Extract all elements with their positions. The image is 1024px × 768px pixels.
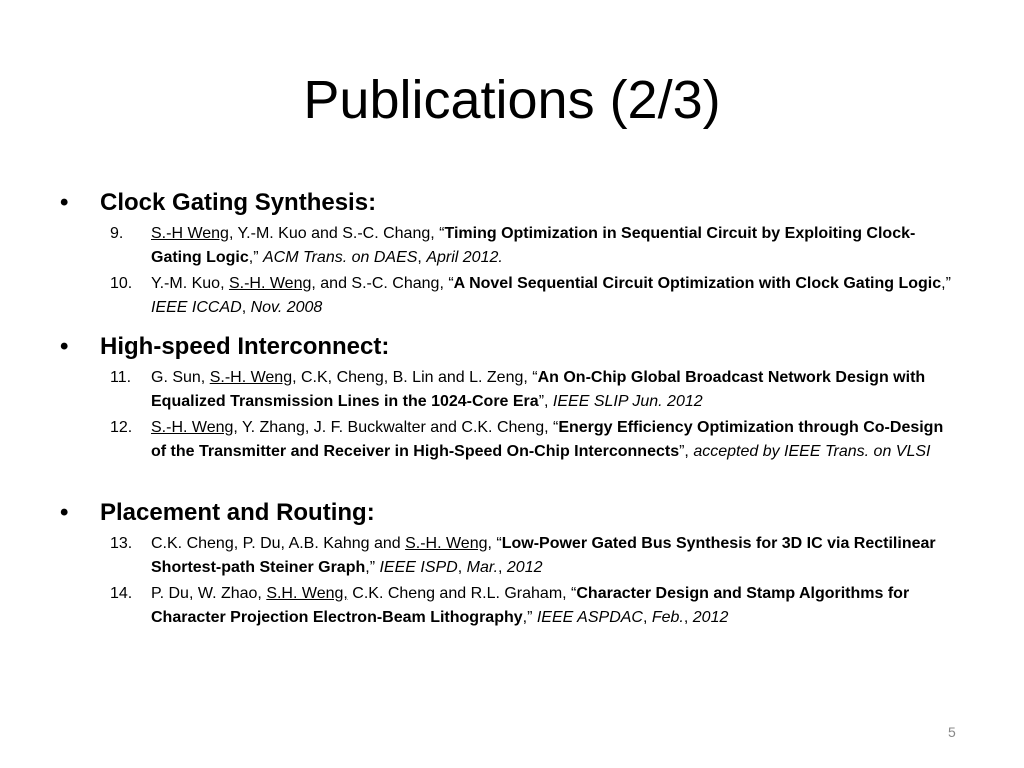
publication-entry	[60, 222, 960, 270]
citation-text: ,	[417, 249, 427, 266]
venue-text: 2012	[692, 609, 729, 626]
paper-title: Energy Efficiency Optimization through Co-Design of the Transmitter and Receiver in High-Speed On-Chip Interconnects	[151, 419, 944, 460]
bullet-icon: •	[60, 333, 69, 360]
paper-title: Low-Power Gated Bus Synthesis for 3D IC via Rectilinear Shortest-path Steiner Graph	[151, 535, 936, 576]
citation-text: , C.K, Cheng, B. Lin and L. Zeng, “	[292, 369, 538, 386]
venue-text: ACM Trans. on DAES	[263, 249, 418, 266]
citation-text: C.K. Cheng and R.L. Graham, “	[347, 585, 577, 602]
citation-text: ,	[241, 299, 251, 316]
author-name-highlighted: S.-H. Weng	[228, 275, 312, 292]
venue-text: IEEE SLIP Jun. 2012	[552, 393, 703, 410]
citation-text: ,	[683, 609, 693, 626]
publication-entry	[60, 272, 960, 320]
paper-title: An On-Chip Global Broadcast Network Design with Equalized Transmission Lines in the 1024-Core Era	[151, 369, 926, 410]
citation-text: Y.-M. Kuo,	[151, 275, 229, 292]
entry-number: 12.	[110, 419, 133, 436]
page-number: 5	[948, 724, 956, 740]
entry-number: 14.	[110, 585, 133, 602]
venue-text: IEEE ASPDAC	[536, 609, 643, 626]
entry-number: 13.	[110, 535, 133, 552]
paper-title: Timing Optimization in Sequential Circuit by Exploiting Clock-Gating Logic	[151, 225, 916, 266]
publication-list	[60, 222, 960, 320]
section-clock-gating	[60, 188, 960, 322]
bullet-icon: •	[60, 189, 69, 216]
citation-text: ,”	[365, 559, 380, 576]
author-name-highlighted: S.-H. Weng	[405, 535, 488, 552]
citation-text: ,”	[941, 275, 951, 292]
bullet-icon: •	[60, 499, 69, 526]
citation-text: ”,	[538, 393, 553, 410]
entry-number: 11.	[110, 369, 132, 386]
citation-text: , Y.-M. Kuo and S.-C. Chang, “	[228, 225, 445, 242]
citation-text: C.K. Cheng, P. Du, A.B. Kahng and	[151, 535, 406, 552]
publication-entry	[60, 416, 960, 464]
entry-number: 9.	[110, 225, 124, 242]
section-heading: Placement and Routing:	[100, 499, 375, 526]
citation-text: ,”	[522, 609, 537, 626]
citation-text: G. Sun,	[151, 369, 210, 386]
venue-text: Nov. 2008	[250, 299, 323, 316]
citation-text: , “	[487, 535, 502, 552]
publication-entry	[60, 582, 960, 630]
venue-text: IEEE ISPD	[379, 559, 458, 576]
section-high-speed-interconnect	[60, 332, 960, 466]
section-heading: Clock Gating Synthesis:	[100, 189, 377, 216]
author-name-highlighted: S.H. Weng,	[266, 585, 348, 602]
citation-text: ,	[642, 609, 652, 626]
citation-text: , and S.-C. Chang, “	[311, 275, 454, 292]
citation-text: ”,	[679, 443, 694, 460]
paper-title: Character Design and Stamp Algorithms for Character Projection Electron-Beam Lithography	[151, 585, 910, 626]
publication-list	[60, 532, 960, 630]
venue-text: 2012	[506, 559, 543, 576]
citation-text: P. Du, W. Zhao,	[151, 585, 267, 602]
entry-number: 10.	[110, 275, 133, 292]
publication-list	[60, 366, 960, 464]
paper-title: A Novel Sequential Circuit Optimization with Clock Gating Logic	[453, 275, 942, 292]
venue-text: accepted by IEEE Trans. on VLSI	[693, 443, 931, 460]
venue-text: IEEE ICCAD	[151, 299, 242, 316]
venue-text: Mar.	[466, 559, 499, 576]
slide-title: Publications (2/3)	[303, 70, 721, 130]
citation-text: ,	[498, 559, 507, 576]
section-placement-routing	[60, 498, 960, 632]
citation-text: ,	[457, 559, 467, 576]
publication-entry	[60, 366, 960, 414]
citation-text: , Y. Zhang, J. F. Buckwalter and C.K. Cheng, “	[233, 419, 559, 436]
section-heading: High-speed Interconnect:	[100, 333, 390, 360]
venue-text: April 2012.	[426, 249, 503, 266]
publication-entry	[60, 532, 960, 580]
author-name-highlighted: S.-H Weng	[151, 225, 229, 242]
venue-text: Feb.	[651, 609, 684, 626]
author-name-highlighted: S.-H. Weng	[151, 419, 234, 436]
author-name-highlighted: S.-H. Weng	[209, 369, 293, 386]
citation-text: ,”	[248, 249, 263, 266]
